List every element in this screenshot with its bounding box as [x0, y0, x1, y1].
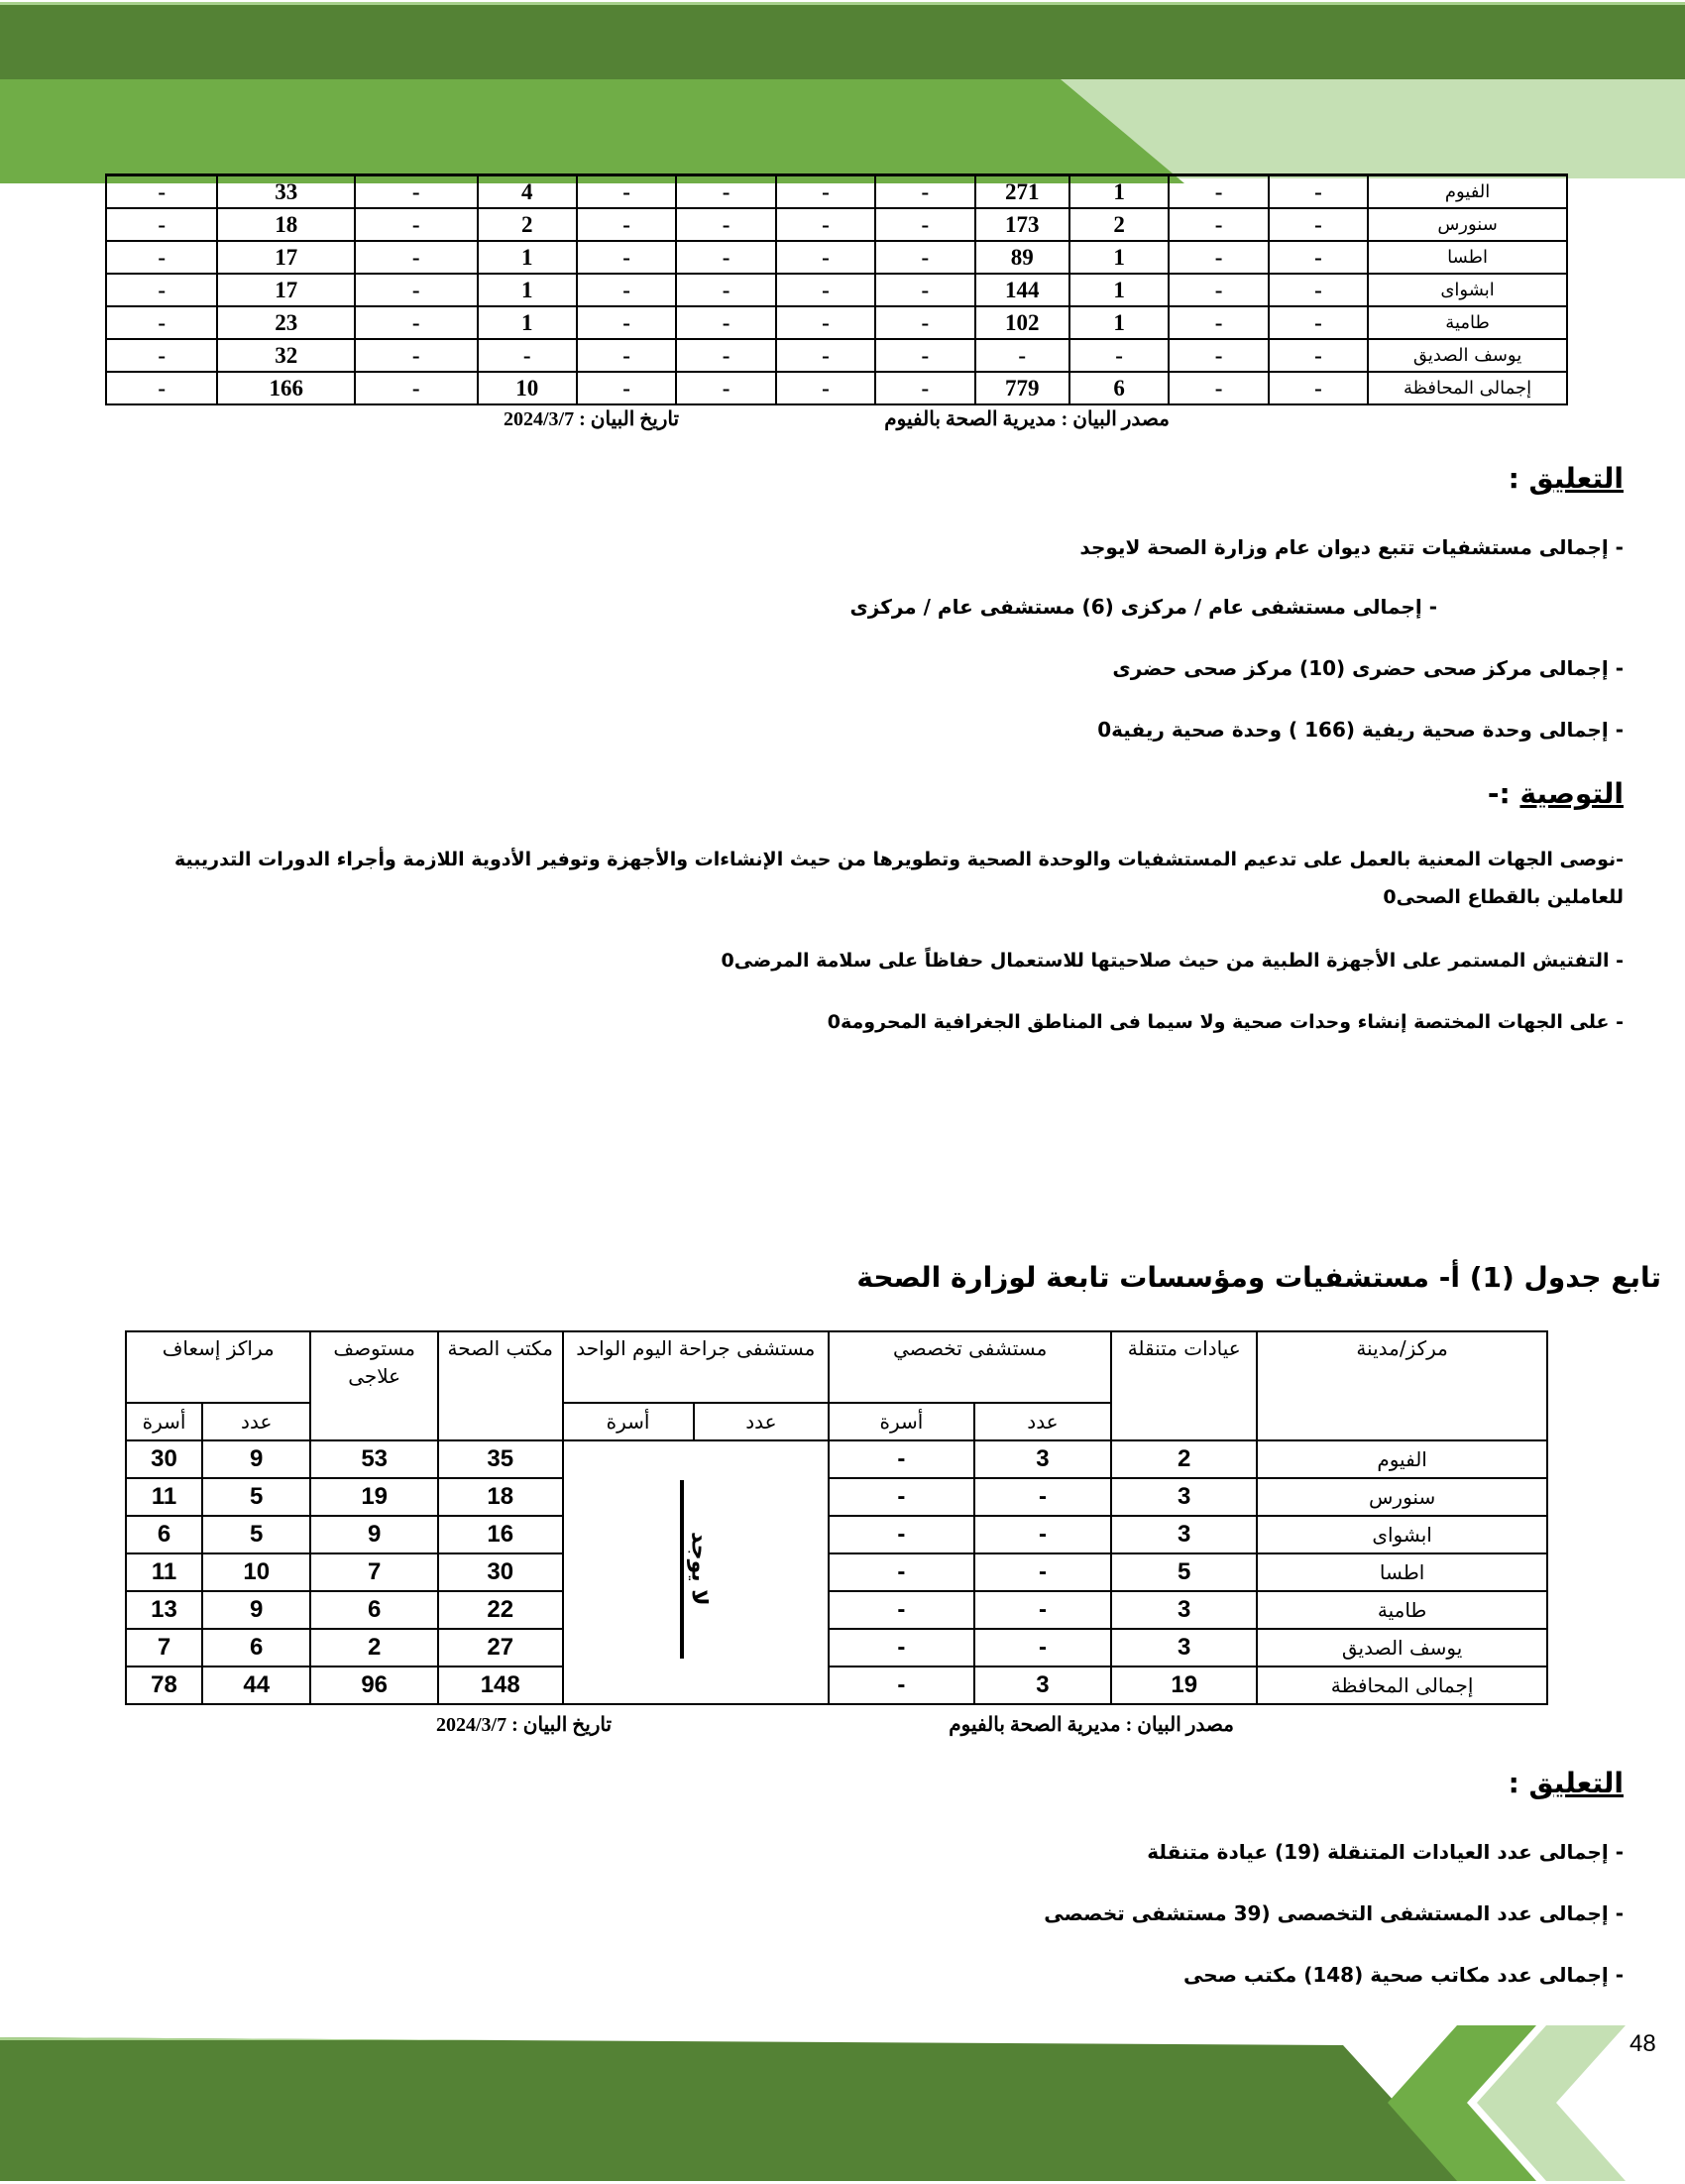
cell: 1: [478, 241, 577, 274]
comment2-item: - إجمالى عدد مكاتب صحية (148) مكتب صحى: [1182, 1963, 1624, 1987]
cell: -: [1169, 208, 1268, 241]
cell-amb-beds: 7: [126, 1629, 202, 1667]
table1-source: مصدر البيان : مديرية الصحة بالفيوم: [884, 408, 1170, 430]
cell-office: 18: [438, 1478, 563, 1516]
cell: -: [1169, 241, 1268, 274]
cell-amb-beds: 11: [126, 1553, 202, 1591]
cell: -: [776, 175, 875, 209]
recommendation-title: التوصية: [1519, 777, 1624, 810]
none-note: لا يوجد: [680, 1480, 711, 1659]
cell: 102: [975, 306, 1069, 339]
cell-amb-count: 6: [202, 1629, 310, 1667]
cell: -: [1169, 175, 1268, 209]
table2-title: تابع جدول (1) أ- مستشفيات ومؤسسات تابعة لوزارة الصحة: [856, 1261, 1661, 1294]
cell: -: [1269, 339, 1368, 372]
cell-clinic: 9: [310, 1516, 438, 1553]
header-clinic: مستوصف علاجى: [310, 1331, 438, 1440]
cell: 17: [217, 241, 355, 274]
row-label: الفيوم: [1257, 1440, 1547, 1478]
recommendation-heading: [1488, 777, 1624, 810]
cell: -: [355, 306, 478, 339]
cell: -: [676, 274, 775, 306]
header-mobile-clinics: عيادات متنقلة: [1111, 1331, 1257, 1440]
header-specialized: مستشفى تخصصي: [829, 1331, 1111, 1403]
cell: 1: [478, 274, 577, 306]
cell: 1: [1069, 306, 1169, 339]
cell: 32: [217, 339, 355, 372]
comment1-item: - إجمالى مركز صحى حضرى (10) مركز صحى حضرى: [1112, 656, 1624, 680]
cell-spec-beds: -: [829, 1667, 974, 1704]
row-label: طامية: [1257, 1591, 1547, 1629]
cell: -: [776, 241, 875, 274]
cell: -: [1169, 306, 1268, 339]
comment1-title: التعليق: [1528, 462, 1624, 495]
table-row: [106, 208, 1567, 241]
cell-spec-count: -: [974, 1629, 1111, 1667]
cell: 2: [1069, 208, 1169, 241]
row-label: إجمالى المحافظة: [1368, 372, 1567, 404]
cell: -: [577, 241, 676, 274]
cell-mobile: 5: [1111, 1553, 1257, 1591]
cell: -: [106, 175, 217, 209]
comment2-title-suffix: :: [1508, 1767, 1529, 1799]
cell: -: [355, 208, 478, 241]
cell-amb-beds: 78: [126, 1667, 202, 1704]
cell-mobile: 3: [1111, 1591, 1257, 1629]
cell: -: [1269, 241, 1368, 274]
subheader-beds: أسرة: [126, 1403, 202, 1440]
cell-spec-count: -: [974, 1553, 1111, 1591]
cell: -: [106, 372, 217, 404]
cell: -: [875, 372, 974, 404]
cell-mobile: 2: [1111, 1440, 1257, 1478]
recommendation-item: - التفتيش المستمر على الأجهزة الطبية من حيث صلاحيتها للاستعمال حفاظاً على سلامة المرضى0: [721, 950, 1624, 972]
cell: -: [875, 274, 974, 306]
cell: -: [355, 175, 478, 209]
ministry-facilities-table: [125, 1330, 1548, 1705]
cell: -: [676, 306, 775, 339]
cell-office: 22: [438, 1591, 563, 1629]
cell: -: [875, 306, 974, 339]
cell-clinic: 2: [310, 1629, 438, 1667]
cell: 1: [1069, 274, 1169, 306]
cell: -: [355, 241, 478, 274]
comment2-heading: [1509, 1767, 1624, 1799]
cell: -: [106, 208, 217, 241]
cell: -: [776, 274, 875, 306]
cell: -: [875, 241, 974, 274]
cell-amb-count: 44: [202, 1667, 310, 1704]
footer-band: [0, 2037, 1467, 2184]
cell-spec-beds: -: [829, 1440, 974, 1478]
cell-mobile: 3: [1111, 1478, 1257, 1516]
table-row: [126, 1440, 1547, 1478]
header-band-mid: [0, 79, 1189, 183]
cell: -: [355, 372, 478, 404]
subheader-count: عدد: [202, 1403, 310, 1440]
cell-clinic: 6: [310, 1591, 438, 1629]
cell: 89: [975, 241, 1069, 274]
page-number: 48: [1629, 2030, 1656, 2057]
comment1-item: - إجمالى وحدة صحية ريفية (166 ) وحدة صحية ريفية0: [1097, 718, 1624, 742]
header-row: [126, 1331, 1547, 1403]
cell: -: [1169, 274, 1268, 306]
cell-clinic: 7: [310, 1553, 438, 1591]
comment1-heading: [1509, 462, 1624, 495]
cell: -: [1069, 339, 1169, 372]
cell: 173: [975, 208, 1069, 241]
comment2-title: التعليق: [1528, 1767, 1624, 1799]
cell-mobile: 3: [1111, 1629, 1257, 1667]
cell: -: [1169, 339, 1268, 372]
table-row-total: [106, 372, 1567, 404]
table2-source: مصدر البيان : مديرية الصحة بالفيوم: [949, 1714, 1234, 1736]
cell: -: [1269, 372, 1368, 404]
comment2-item: - إجمالى عدد المستشفى التخصصى (39 مستشفى تخصصى: [1044, 1901, 1624, 1925]
subheader-beds: أسرة: [563, 1403, 694, 1440]
cell: 2: [478, 208, 577, 241]
row-label: ابشواى: [1257, 1516, 1547, 1553]
cell: 779: [975, 372, 1069, 404]
table-row: [126, 1629, 1547, 1667]
subheader-count: عدد: [974, 1403, 1111, 1440]
table-row-total: [126, 1667, 1547, 1704]
cell: 33: [217, 175, 355, 209]
cell: 1: [1069, 241, 1169, 274]
recommendation-item-continued: للعاملين بالقطاع الصحى0: [1383, 886, 1624, 908]
subheader-count: عدد: [694, 1403, 830, 1440]
header-ambulance: مراكز إسعاف: [126, 1331, 310, 1403]
cell: 23: [217, 306, 355, 339]
cell: -: [106, 241, 217, 274]
recommendation-item: -نوصى الجهات المعنية بالعمل على تدعيم المستشفيات والوحدة الصحية وتطويرها من حيث الإنشاءات والأجهزة وتوفير الأدوية اللازمة وأجراء الدورات التدريبية: [174, 849, 1624, 870]
cell: -: [676, 175, 775, 209]
cell-spec-beds: -: [829, 1478, 974, 1516]
recommendation-item: - على الجهات المختصة إنشاء وحدات صحية ولا سيما فى المناطق الجغرافية المحرومة0: [827, 1011, 1624, 1033]
cell: -: [875, 339, 974, 372]
cell-clinic: 96: [310, 1667, 438, 1704]
cell-amb-beds: 30: [126, 1440, 202, 1478]
row-label: ابشواى: [1368, 274, 1567, 306]
table1-date: تاريخ البيان : 2024/3/7: [504, 408, 680, 430]
cell-amb-beds: 13: [126, 1591, 202, 1629]
table-row: [126, 1478, 1547, 1516]
table-row: [106, 175, 1567, 209]
cell: -: [106, 306, 217, 339]
table-row: [106, 274, 1567, 306]
cell-amb-beds: 11: [126, 1478, 202, 1516]
cell: -: [478, 339, 577, 372]
cell-spec-count: -: [974, 1591, 1111, 1629]
cell: -: [875, 208, 974, 241]
cell: -: [1269, 208, 1368, 241]
cell-spec-beds: -: [829, 1553, 974, 1591]
cell: 17: [217, 274, 355, 306]
cell: -: [676, 208, 775, 241]
cell-spec-count: -: [974, 1478, 1111, 1516]
cell: -: [1269, 306, 1368, 339]
cell-office: 16: [438, 1516, 563, 1553]
header-health-office: مكتب الصحة: [438, 1331, 563, 1440]
comment2-item: - إجمالى عدد العيادات المتنقلة (19) عيادة متنقلة: [1147, 1840, 1624, 1864]
table-row: [126, 1553, 1547, 1591]
cell-office: 148: [438, 1667, 563, 1704]
table-row: [126, 1516, 1547, 1553]
cell: -: [776, 339, 875, 372]
row-label: اطسا: [1257, 1553, 1547, 1591]
cell-amb-count: 5: [202, 1478, 310, 1516]
cell: 6: [1069, 372, 1169, 404]
row-label: سنورس: [1368, 208, 1567, 241]
cell: 4: [478, 175, 577, 209]
cell: -: [577, 339, 676, 372]
cell: -: [577, 274, 676, 306]
cell: -: [1169, 372, 1268, 404]
cell-office: 35: [438, 1440, 563, 1478]
cell-spec-count: 3: [974, 1440, 1111, 1478]
cell: -: [355, 339, 478, 372]
cell-amb-beds: 6: [126, 1516, 202, 1553]
row-label: طامية: [1368, 306, 1567, 339]
comment1-item: - إجمالى مستشفيات تتبع ديوان عام وزارة الصحة لايوجد: [1079, 535, 1624, 559]
cell: 1: [1069, 175, 1169, 209]
cell: 271: [975, 175, 1069, 209]
cell: -: [776, 208, 875, 241]
cell-spec-count: 3: [974, 1667, 1111, 1704]
cell: 144: [975, 274, 1069, 306]
cell: -: [1269, 274, 1368, 306]
cell: -: [106, 274, 217, 306]
cell: -: [1269, 175, 1368, 209]
table2-date: تاريخ البيان : 2024/3/7: [436, 1714, 613, 1736]
cell-office: 30: [438, 1553, 563, 1591]
cell: -: [577, 175, 676, 209]
recommendation-title-suffix: :-: [1487, 777, 1520, 810]
cell: -: [875, 175, 974, 209]
row-label: يوسف الصديق: [1368, 339, 1567, 372]
cell-office: 27: [438, 1629, 563, 1667]
row-label: يوسف الصديق: [1257, 1629, 1547, 1667]
cell: -: [106, 339, 217, 372]
cell: -: [676, 339, 775, 372]
cell-mobile: 19: [1111, 1667, 1257, 1704]
header-day-surgery: مستشفى جراحة اليوم الواحد: [563, 1331, 830, 1403]
day-surgery-merged-cell: [563, 1440, 830, 1704]
cell: 1: [478, 306, 577, 339]
table-row: [106, 339, 1567, 372]
cell: 166: [217, 372, 355, 404]
table-row: [106, 241, 1567, 274]
cell: -: [975, 339, 1069, 372]
facilities-table-continued: [105, 173, 1568, 405]
cell-spec-beds: -: [829, 1629, 974, 1667]
cell: -: [577, 208, 676, 241]
table-row: [126, 1591, 1547, 1629]
header-band-dark: [0, 2, 1685, 82]
row-label: سنورس: [1257, 1478, 1547, 1516]
cell-spec-count: -: [974, 1516, 1111, 1553]
subheader-beds: أسرة: [829, 1403, 974, 1440]
cell-amb-count: 9: [202, 1591, 310, 1629]
header-city: مركز/مدينة: [1257, 1331, 1547, 1440]
cell-amb-count: 10: [202, 1553, 310, 1591]
row-label: إجمالى المحافظة: [1257, 1667, 1547, 1704]
cell: -: [676, 372, 775, 404]
cell: -: [577, 306, 676, 339]
cell-mobile: 3: [1111, 1516, 1257, 1553]
cell: -: [355, 274, 478, 306]
cell-spec-beds: -: [829, 1516, 974, 1553]
cell-amb-count: 9: [202, 1440, 310, 1478]
cell: -: [676, 241, 775, 274]
row-label: اطسا: [1368, 241, 1567, 274]
cell-amb-count: 5: [202, 1516, 310, 1553]
comment1-item: - إجمالى مستشفى عام / مركزى (6) مستشفى عام / مركزى: [849, 595, 1437, 619]
table-row: [106, 306, 1567, 339]
cell-clinic: 19: [310, 1478, 438, 1516]
cell-spec-beds: -: [829, 1591, 974, 1629]
cell: -: [776, 306, 875, 339]
cell-clinic: 53: [310, 1440, 438, 1478]
cell: 10: [478, 372, 577, 404]
row-label: الفيوم: [1368, 175, 1567, 209]
cell: -: [776, 372, 875, 404]
cell: -: [577, 372, 676, 404]
cell: 18: [217, 208, 355, 241]
comment1-title-suffix: :: [1508, 462, 1529, 495]
